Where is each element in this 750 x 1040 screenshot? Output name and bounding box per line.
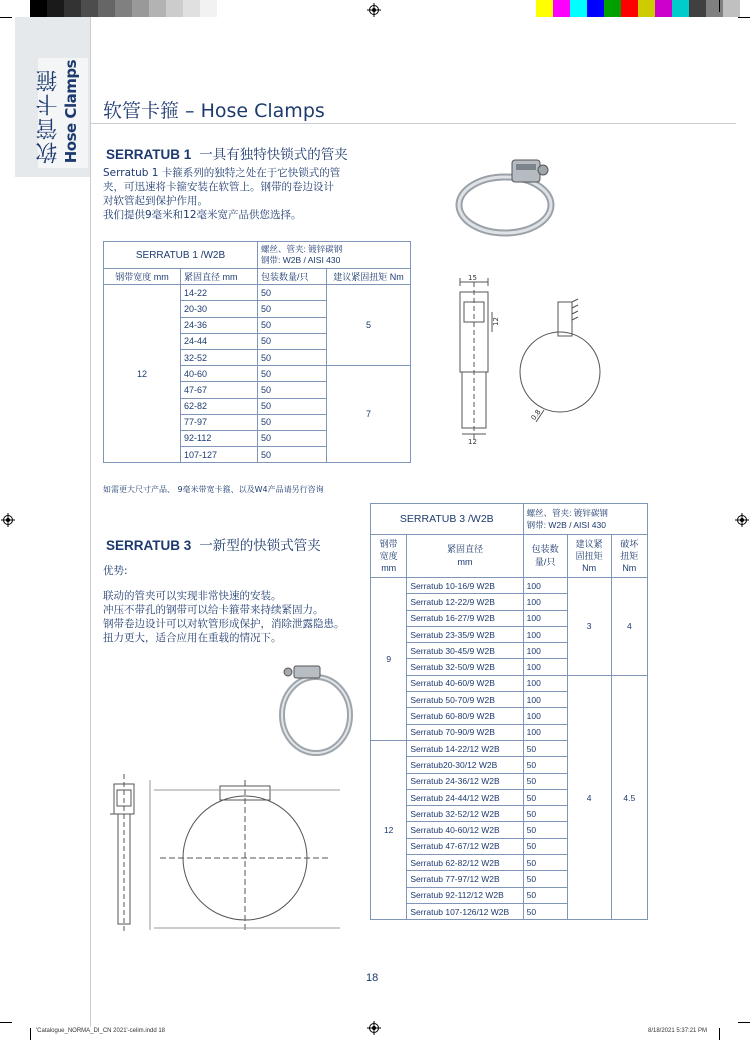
table2-qty-cell: 50 bbox=[523, 822, 567, 838]
table1-diameter-cell: 32-52 bbox=[181, 349, 258, 365]
table1-diameter-cell: 14-22 bbox=[181, 285, 258, 301]
color-swatch bbox=[64, 0, 81, 17]
color-swatch bbox=[149, 0, 166, 17]
side-divider bbox=[90, 17, 91, 1027]
table1-material bbox=[258, 242, 411, 269]
table2-header-text: 固扭矩 bbox=[575, 551, 603, 561]
table2-qty-cell: 50 bbox=[523, 855, 567, 871]
color-bar-left bbox=[30, 0, 217, 17]
table1-header-width: 钢带宽度 mm bbox=[104, 269, 181, 285]
table1-torque-cell: 5 bbox=[327, 285, 411, 366]
table1-width-cell: 12 bbox=[104, 285, 181, 463]
table2-model-cell: Serratub 23-35/9 W2B bbox=[407, 626, 523, 642]
table1-diameter-cell: 24-44 bbox=[181, 333, 258, 349]
table2-width-cell: 12 bbox=[371, 740, 407, 919]
title-underline bbox=[91, 123, 736, 124]
table1-material-line: 螺丝、管夹: 镀锌碳钢 bbox=[261, 244, 343, 254]
section1-desc-line: Serratub 1 卡箍系列的独特之处在于它快锁式的管 bbox=[103, 167, 341, 179]
drawing1-dim-top: 15 bbox=[468, 274, 477, 282]
color-swatch bbox=[672, 0, 689, 17]
table2-header-text: mm bbox=[381, 563, 397, 573]
table2-model-cell: Serratub 16-27/9 W2B bbox=[407, 610, 523, 626]
table2-qty-cell: 100 bbox=[523, 578, 567, 594]
color-swatch bbox=[132, 0, 149, 17]
color-swatch bbox=[587, 0, 604, 17]
table2-model-cell: Serratub 30-45/9 W2B bbox=[407, 643, 523, 659]
side-tab-label-cn: 软管卡箍 bbox=[36, 68, 61, 164]
table2-model-cell: Serratub 40-60/9 W2B bbox=[407, 675, 523, 691]
table2-qty-cell: 50 bbox=[523, 903, 567, 919]
section1-title-cn: 一具有独特快锁式的管夹 bbox=[199, 147, 348, 163]
table1-header-torque: 建议紧固扭矩 Nm bbox=[327, 269, 411, 285]
table2-model-cell: Serratub 47-67/12 W2B bbox=[407, 838, 523, 854]
table2-qty-cell: 50 bbox=[523, 871, 567, 887]
table1-diameter-cell: 77-97 bbox=[181, 414, 258, 430]
table-row bbox=[104, 285, 411, 301]
table2-model-cell: Serratub 62-82/12 W2B bbox=[407, 855, 523, 871]
color-swatch bbox=[98, 0, 115, 17]
color-swatch bbox=[570, 0, 587, 17]
section1-desc-line: 我们提供9毫米和12毫米宽产品供您选择。 bbox=[103, 209, 302, 221]
table2-model-cell: Serratub20-30/12 W2B bbox=[407, 757, 523, 773]
table2-header-torque bbox=[567, 535, 611, 578]
crop-mark bbox=[0, 17, 12, 18]
table1-qty-cell: 50 bbox=[258, 317, 327, 333]
table2-header-text: Nm bbox=[582, 563, 597, 573]
color-swatch bbox=[604, 0, 621, 17]
table2-header-diameter bbox=[407, 535, 523, 578]
table2-qty-cell: 50 bbox=[523, 789, 567, 805]
table2-qty-cell: 100 bbox=[523, 594, 567, 610]
table2-model-cell: Serratub 14-22/12 W2B bbox=[407, 740, 523, 756]
table2-header-text: 建议紧 bbox=[575, 539, 603, 549]
table2-model-cell: Serratub 24-44/12 W2B bbox=[407, 789, 523, 805]
color-swatch bbox=[47, 0, 64, 17]
section2-title-cn: 一新型的快锁式管夹 bbox=[199, 538, 321, 554]
table2-header-width bbox=[371, 535, 407, 578]
page-number: 18 bbox=[366, 972, 379, 984]
section1-desc-line: 对软管起到保护作用。 bbox=[103, 195, 208, 207]
crop-mark bbox=[719, 0, 720, 12]
table2-torque-cell: 3 bbox=[567, 578, 611, 676]
serratub3-clamp-photo bbox=[268, 660, 368, 760]
table2-qty-cell: 100 bbox=[523, 675, 567, 691]
table1-material-line: 钢带: W2B / AISI 430 bbox=[261, 255, 341, 265]
table2-model-cell: Serratub 40-60/12 W2B bbox=[407, 822, 523, 838]
table2-model-cell: Serratub 77-97/12 W2B bbox=[407, 871, 523, 887]
table2-header-text: 量/只 bbox=[534, 557, 556, 567]
table2-model-cell: Serratub 60-80/9 W2B bbox=[407, 708, 523, 724]
table1-title: SERRATUB 1 /W2B bbox=[104, 242, 258, 269]
table1-diameter-cell: 107-127 bbox=[181, 447, 258, 463]
table2-model-cell: Serratub 50-70/9 W2B bbox=[407, 692, 523, 708]
serratub1-spec-table bbox=[103, 241, 411, 463]
table2-torque-cell: 4 bbox=[567, 675, 611, 919]
table1-diameter-cell: 24-36 bbox=[181, 317, 258, 333]
table2-title: SERRATUB 3 /W2B bbox=[371, 504, 524, 535]
table2-model-cell: Serratub 32-50/9 W2B bbox=[407, 659, 523, 675]
serratub3-spec-table bbox=[370, 503, 648, 920]
table1-qty-cell: 50 bbox=[258, 430, 327, 446]
section1-desc-line: 夹，可迅速将卡箍安装在软管上。钢带的卷边设计 bbox=[103, 181, 334, 193]
color-swatch bbox=[655, 0, 672, 17]
table2-qty-cell: 50 bbox=[523, 773, 567, 789]
table2-width-cell: 9 bbox=[371, 578, 407, 741]
table2-model-cell: Serratub 107-126/12 W2B bbox=[407, 903, 523, 919]
footer-timestamp: 8/18/2021 5:37:21 PM bbox=[648, 1028, 708, 1034]
table1-qty-cell: 50 bbox=[258, 447, 327, 463]
table2-header-break bbox=[611, 535, 647, 578]
table1-diameter-cell: 20-30 bbox=[181, 301, 258, 317]
section1-title-en: SERRATUB 1 bbox=[106, 147, 192, 162]
section1-note: 如需更大尺寸产品、 9毫米带宽卡箍、以及W4产品请另行咨询 bbox=[103, 485, 324, 494]
table2-model-cell: Serratub 92-112/12 W2B bbox=[407, 887, 523, 903]
section2-title bbox=[106, 534, 321, 554]
table1-qty-cell: 50 bbox=[258, 366, 327, 382]
color-swatch bbox=[30, 0, 47, 17]
crop-mark bbox=[30, 0, 31, 12]
color-swatch bbox=[536, 0, 553, 17]
table1-diameter-cell: 47-67 bbox=[181, 382, 258, 398]
table2-model-cell: Serratub 32-52/12 W2B bbox=[407, 806, 523, 822]
table1-torque-cell: 7 bbox=[327, 366, 411, 463]
table2-header-text: 钢带 bbox=[379, 539, 398, 549]
section1-title bbox=[106, 143, 348, 163]
table2-model-cell: Serratub 12-22/9 W2B bbox=[407, 594, 523, 610]
table1-qty-cell: 50 bbox=[258, 285, 327, 301]
section2-desc-line: 联动的管夹可以实现非常快速的安装。 bbox=[103, 590, 282, 602]
registration-mark-icon bbox=[735, 513, 749, 527]
color-swatch bbox=[166, 0, 183, 17]
registration-mark-icon bbox=[367, 3, 381, 17]
table2-header-text: 紧固直径 bbox=[446, 544, 483, 554]
serratub1-technical-drawing bbox=[440, 272, 620, 452]
table2-material-line: 螺丝、管夹: 镀锌碳钢 bbox=[526, 508, 608, 518]
table1-qty-cell: 50 bbox=[258, 349, 327, 365]
section2-desc-line: 扭力更大，适合应用在重载的情况下。 bbox=[103, 632, 282, 644]
drawing1-dim-side: 12 bbox=[492, 317, 500, 326]
serratub3-technical-drawing bbox=[100, 770, 350, 940]
crop-mark bbox=[738, 17, 750, 18]
registration-mark-icon bbox=[367, 1021, 381, 1035]
table2-model-cell: Serratub 70-90/9 W2B bbox=[407, 724, 523, 740]
table2-qty-cell: 100 bbox=[523, 610, 567, 626]
table2-header-text: 宽度 bbox=[379, 551, 398, 561]
table2-header-text: 扭矩 bbox=[620, 551, 639, 561]
registration-mark-icon bbox=[1, 513, 15, 527]
table1-diameter-cell: 40-60 bbox=[181, 366, 258, 382]
table1-qty-cell: 50 bbox=[258, 414, 327, 430]
table2-qty-cell: 50 bbox=[523, 887, 567, 903]
serratub1-clamp-photo bbox=[450, 150, 560, 240]
section2-desc-line: 钢带卷边设计可以对软管形成保护，消除泄露隐患。 bbox=[103, 618, 345, 630]
color-swatch bbox=[183, 0, 200, 17]
table1-qty-cell: 50 bbox=[258, 301, 327, 317]
table1-header-qty: 包装数量/只 bbox=[258, 269, 327, 285]
crop-mark bbox=[719, 1028, 720, 1040]
table1-diameter-cell: 62-82 bbox=[181, 398, 258, 414]
color-swatch bbox=[723, 0, 740, 17]
section2-description bbox=[103, 589, 368, 645]
table2-qty-cell: 100 bbox=[523, 692, 567, 708]
table2-qty-cell: 100 bbox=[523, 659, 567, 675]
footer-file-info: 'Catalogue_NORMA_DI_CN 2021'-celim.indd 18 bbox=[36, 1028, 166, 1034]
table2-header-text: 包装数 bbox=[531, 544, 559, 554]
table2-qty-cell: 50 bbox=[523, 757, 567, 773]
table2-header-text: Nm bbox=[622, 563, 637, 573]
table2-qty-cell: 50 bbox=[523, 740, 567, 756]
table-row bbox=[371, 675, 648, 691]
color-swatch bbox=[81, 0, 98, 17]
drawing1-dim-bottom: 12 bbox=[468, 438, 477, 446]
section2-adv-label: 优势: bbox=[103, 565, 128, 577]
color-swatch bbox=[115, 0, 132, 17]
table2-qty-cell: 50 bbox=[523, 838, 567, 854]
table1-diameter-cell: 92-112 bbox=[181, 430, 258, 446]
table-row bbox=[371, 578, 648, 594]
table2-qty-cell: 100 bbox=[523, 643, 567, 659]
section2-title-en: SERRATUB 3 bbox=[106, 538, 192, 553]
color-swatch bbox=[706, 0, 723, 17]
table1-qty-cell: 50 bbox=[258, 382, 327, 398]
section2-desc-line: 冲压不带孔的钢带可以给卡箍带来持续紧固力。 bbox=[103, 604, 324, 616]
table1-qty-cell: 50 bbox=[258, 398, 327, 414]
color-swatch bbox=[689, 0, 706, 17]
color-swatch bbox=[200, 0, 217, 17]
color-swatch bbox=[621, 0, 638, 17]
table2-header-text: 破坏 bbox=[620, 539, 639, 549]
page-title: 软管卡箍 – Hose Clamps bbox=[103, 100, 325, 122]
table2-break-cell: 4.5 bbox=[611, 675, 647, 919]
table2-break-cell: 4 bbox=[611, 578, 647, 676]
table2-qty-cell: 100 bbox=[523, 626, 567, 642]
table2-qty-cell: 100 bbox=[523, 724, 567, 740]
table2-qty-cell: 100 bbox=[523, 708, 567, 724]
section1-description bbox=[103, 166, 373, 222]
table2-model-cell: Serratub 10-16/9 W2B bbox=[407, 578, 523, 594]
drawing1-dim-thick: 0.8 bbox=[529, 408, 543, 422]
table1-qty-cell: 50 bbox=[258, 333, 327, 349]
table2-material-line: 钢带: W2B / AISI 430 bbox=[526, 520, 606, 530]
color-swatch bbox=[553, 0, 570, 17]
table1-header-diameter: 紧固直径 mm bbox=[181, 269, 258, 285]
table2-model-cell: Serratub 24-36/12 W2B bbox=[407, 773, 523, 789]
crop-mark bbox=[30, 1028, 31, 1040]
crop-mark bbox=[738, 1022, 750, 1023]
table2-material bbox=[523, 504, 647, 535]
side-tab-label-en: Hose Clamps bbox=[62, 60, 80, 164]
color-bar-right bbox=[536, 0, 740, 17]
table2-header-qty bbox=[523, 535, 567, 578]
color-swatch bbox=[638, 0, 655, 17]
table2-header-text: mm bbox=[457, 557, 473, 567]
crop-mark bbox=[0, 1022, 12, 1023]
table2-qty-cell: 50 bbox=[523, 806, 567, 822]
